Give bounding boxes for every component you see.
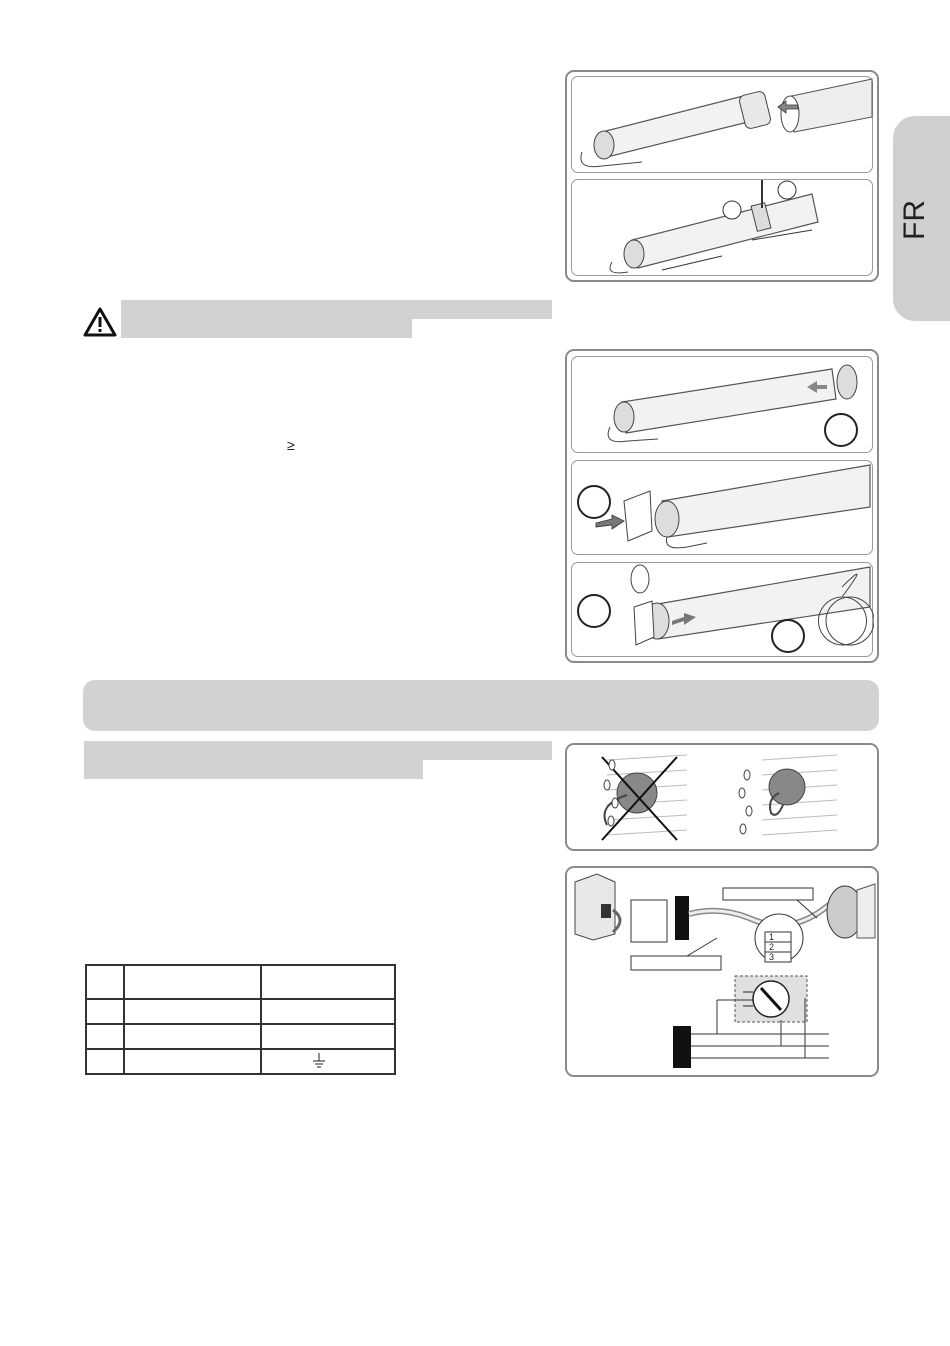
table-cell bbox=[261, 1049, 395, 1074]
table-row bbox=[86, 1049, 395, 1074]
wiring-drawing bbox=[567, 868, 877, 1075]
figure-end-fittings bbox=[565, 349, 879, 663]
warning-bar-line2 bbox=[121, 319, 412, 338]
table-cell bbox=[86, 999, 124, 1024]
bracket-fitting-drawing bbox=[572, 461, 874, 556]
tube-insert-drawing bbox=[572, 77, 874, 174]
warning-bar-line1 bbox=[121, 300, 552, 319]
terminal-2-label: 2 bbox=[769, 942, 775, 952]
final-mount-drawing bbox=[572, 563, 874, 658]
greater-equal-symbol: ≥ bbox=[287, 437, 295, 453]
ground-icon bbox=[312, 1053, 326, 1069]
table-cell bbox=[86, 1049, 124, 1074]
figure-wiring-diagram bbox=[565, 866, 879, 1077]
figure-tube-screw bbox=[571, 179, 873, 276]
table-row bbox=[86, 1024, 395, 1049]
table-cell bbox=[124, 999, 261, 1024]
figure-final-mount bbox=[571, 562, 873, 657]
table-row bbox=[86, 965, 395, 999]
figure-tube-assembly bbox=[565, 70, 879, 282]
callout-circle-3 bbox=[577, 594, 611, 628]
table-cell bbox=[124, 1024, 261, 1049]
subheading-bar-line1 bbox=[84, 741, 552, 760]
callout-circle-4 bbox=[771, 619, 805, 653]
table-cell bbox=[86, 1024, 124, 1049]
language-tab-label: FR bbox=[898, 200, 931, 240]
section-header-bar bbox=[83, 680, 879, 731]
warning-icon bbox=[83, 307, 117, 337]
figure-bracket-fitting bbox=[571, 460, 873, 555]
table-cell bbox=[261, 999, 395, 1024]
figure-cable-drip-loop bbox=[565, 743, 879, 851]
terminal-3-label: 3 bbox=[769, 952, 775, 962]
subheading-bar-line2 bbox=[84, 760, 423, 779]
wiring-table bbox=[85, 964, 396, 1075]
tube-screw-drawing bbox=[572, 180, 874, 277]
table-cell bbox=[261, 1024, 395, 1049]
callout-circle-2 bbox=[577, 485, 611, 519]
table-row bbox=[86, 999, 395, 1024]
table-cell bbox=[124, 965, 261, 999]
drip-loop-drawing bbox=[567, 745, 877, 849]
table-cell bbox=[124, 1049, 261, 1074]
figure-tube-insert bbox=[571, 76, 873, 173]
table-cell bbox=[261, 965, 395, 999]
table-cell bbox=[86, 965, 124, 999]
terminal-1-label: 1 bbox=[769, 932, 775, 942]
callout-circle-1 bbox=[824, 413, 858, 447]
